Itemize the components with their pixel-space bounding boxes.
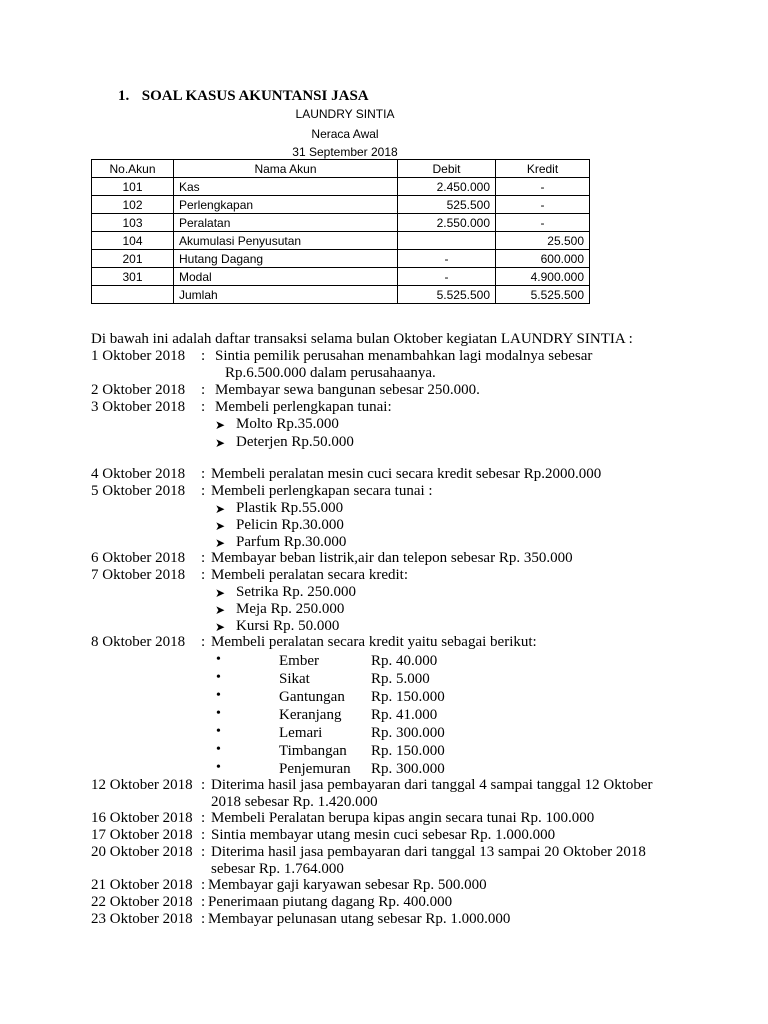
item-price: Rp. 40.000: [371, 653, 438, 669]
list-item: Setrika Rp. 250.000: [236, 584, 356, 600]
list-item: Meja Rp. 250.000: [236, 601, 345, 617]
item-name: Penjemuran: [279, 761, 351, 777]
cell-no: 104: [92, 232, 174, 250]
cell-kredit: 600.000: [496, 250, 590, 268]
table-row: [92, 268, 590, 286]
cell-nama: Kas: [174, 178, 398, 196]
list-item: Parfum Rp.30.000: [236, 534, 347, 550]
transaction-text: Sintia membayar utang mesin cuci sebesar Rp. 1.000.000: [211, 827, 556, 843]
transaction-date: 8 Oktober 2018: [91, 634, 186, 650]
transaction-date: 1 Oktober 2018: [91, 348, 186, 364]
cell-debit: 2.550.000: [398, 214, 496, 232]
colon: :: [201, 877, 206, 893]
colon: :: [201, 911, 206, 927]
transaction-date: 3 Oktober 2018: [91, 399, 186, 415]
transaction-date: 12 Oktober 2018: [91, 777, 193, 793]
item-price: Rp. 5.000: [371, 671, 430, 687]
arrow-bullet-icon: ➤: [215, 603, 226, 617]
transaction-text: Membayar pelunasan utang sebesar Rp. 1.000.000: [208, 911, 511, 927]
transaction-date: 5 Oktober 2018: [91, 483, 186, 499]
item-price: Rp. 300.000: [371, 725, 445, 741]
cell-debit: -: [398, 250, 496, 268]
bullet-icon: •: [216, 688, 221, 703]
list-item: Pelicin Rp.30.000: [236, 517, 344, 533]
cell-no: 201: [92, 250, 174, 268]
section-number: 1.: [118, 88, 130, 104]
table-row: [92, 250, 590, 268]
colon: :: [201, 348, 206, 364]
arrow-bullet-icon: ➤: [215, 418, 226, 432]
arrow-bullet-icon: ➤: [215, 436, 226, 450]
report-title: Neraca Awal: [311, 127, 379, 141]
cell-debit: [398, 232, 496, 250]
colon: :: [201, 894, 206, 910]
transaction-text: Diterima hasil jasa pembayaran dari tanggal 13 sampai 20 Oktober 2018: [211, 844, 646, 860]
table-header-row: [92, 160, 590, 178]
company-name: LAUNDRY SINTIA: [295, 107, 395, 121]
item-name: Keranjang: [279, 707, 342, 723]
table-row: [92, 178, 590, 196]
transaction-text: Rp.6.500.000 dalam perusahaanya.: [225, 365, 436, 381]
bullet-icon: •: [216, 652, 221, 667]
cell-no: [92, 286, 174, 304]
item-name: Timbangan: [279, 743, 347, 759]
transaction-text: Membeli peralatan secara kredit yaitu sebagai berikut:: [211, 634, 537, 650]
transaction-date: 7 Oktober 2018: [91, 567, 186, 583]
cell-nama: Modal: [174, 268, 398, 286]
header-nama-akun: Nama Akun: [174, 160, 398, 178]
item-price: Rp. 150.000: [371, 689, 445, 705]
cell-debit: 525.500: [398, 196, 496, 214]
cell-no: 101: [92, 178, 174, 196]
cell-kredit: 25.500: [496, 232, 590, 250]
table-row: [92, 196, 590, 214]
item-price: Rp. 300.000: [371, 761, 445, 777]
cell-nama: Peralatan: [174, 214, 398, 232]
transaction-text: Diterima hasil jasa pembayaran dari tanggal 4 sampai tanggal 12 Oktober: [211, 777, 653, 793]
transaction-date: 4 Oktober 2018: [91, 466, 186, 482]
cell-kredit: -: [496, 178, 590, 196]
transaction-date: 6 Oktober 2018: [91, 550, 186, 566]
colon: :: [201, 483, 206, 499]
transaction-text: Membeli peralatan mesin cuci secara kredit sebesar Rp.2000.000: [211, 466, 602, 482]
arrow-bullet-icon: ➤: [215, 620, 226, 634]
item-name: Lemari: [279, 725, 323, 741]
transaction-text: 2018 sebesar Rp. 1.420.000: [211, 794, 378, 810]
bullet-icon: •: [216, 706, 221, 721]
transaction-text: Membayar sewa bangunan sebesar 250.000.: [215, 382, 480, 398]
transaction-date: 22 Oktober 2018: [91, 894, 193, 910]
transaction-text: Membeli Peralatan berupa kipas angin secara tunai Rp. 100.000: [211, 810, 595, 826]
transaction-text: Membeli peralatan secara kredit:: [211, 567, 408, 583]
total-kredit: 5.525.500: [496, 286, 590, 304]
list-item: Molto Rp.35.000: [236, 416, 339, 432]
colon: :: [201, 777, 206, 793]
colon: :: [201, 382, 206, 398]
list-item: Kursi Rp. 50.000: [236, 618, 340, 634]
item-name: Sikat: [279, 671, 310, 687]
table-row: [92, 214, 590, 232]
cell-kredit: -: [496, 214, 590, 232]
colon: :: [201, 634, 206, 650]
transaction-text: Penerimaan piutang dagang Rp. 400.000: [208, 894, 453, 910]
colon: :: [201, 399, 206, 415]
table-row: [92, 232, 590, 250]
arrow-bullet-icon: ➤: [215, 502, 226, 516]
table-total-row: [92, 286, 590, 304]
total-label: Jumlah: [174, 286, 398, 304]
transaction-date: 20 Oktober 2018: [91, 844, 193, 860]
transaction-date: 23 Oktober 2018: [91, 911, 193, 927]
transaction-date: 16 Oktober 2018: [91, 810, 193, 826]
cell-no: 103: [92, 214, 174, 232]
colon: :: [201, 567, 206, 583]
transaction-text: Membeli perlengkapan tunai:: [215, 399, 392, 415]
bullet-icon: •: [216, 724, 221, 739]
transaction-text: Membayar beban listrik,air dan telepon sebesar Rp. 350.000: [211, 550, 573, 566]
balance-sheet-table: [91, 159, 590, 304]
arrow-bullet-icon: ➤: [215, 519, 226, 533]
total-debit: 5.525.500: [398, 286, 496, 304]
transaction-text: Membayar gaji karyawan sebesar Rp. 500.000: [208, 877, 487, 893]
transaction-text: Sintia pemilik perusahan menambahkan lagi modalnya sebesar: [215, 348, 593, 364]
bullet-icon: •: [216, 670, 221, 685]
transaction-date: 21 Oktober 2018: [91, 877, 193, 893]
transaction-date: 2 Oktober 2018: [91, 382, 186, 398]
report-date: 31 September 2018: [292, 145, 398, 159]
transaction-text: sebesar Rp. 1.764.000: [211, 861, 344, 877]
header-debit: Debit: [398, 160, 496, 178]
colon: :: [201, 844, 206, 860]
cell-kredit: -: [496, 196, 590, 214]
cell-nama: Perlengkapan: [174, 196, 398, 214]
bullet-icon: •: [216, 742, 221, 757]
arrow-bullet-icon: ➤: [215, 586, 226, 600]
cell-no: 102: [92, 196, 174, 214]
cell-nama: Hutang Dagang: [174, 250, 398, 268]
colon: :: [201, 827, 206, 843]
cell-kredit: 4.900.000: [496, 268, 590, 286]
colon: :: [201, 550, 206, 566]
cell-nama: Akumulasi Penyusutan: [174, 232, 398, 250]
header-kredit: Kredit: [496, 160, 590, 178]
transaction-text: Membeli perlengkapan secara tunai :: [211, 483, 433, 499]
bullet-icon: •: [216, 760, 221, 775]
header-no-akun: No.Akun: [92, 160, 174, 178]
item-price: Rp. 150.000: [371, 743, 445, 759]
item-name: Gantungan: [279, 689, 345, 705]
colon: :: [201, 810, 206, 826]
list-item: Plastik Rp.55.000: [236, 500, 344, 516]
colon: :: [201, 466, 206, 482]
arrow-bullet-icon: ➤: [215, 536, 226, 550]
section-title: SOAL KASUS AKUNTANSI JASA: [141, 88, 369, 104]
intro-text: Di bawah ini adalah daftar transaksi selama bulan Oktober kegiatan LAUNDRY SINTIA :: [91, 331, 633, 347]
cell-debit: 2.450.000: [398, 178, 496, 196]
list-item: Deterjen Rp.50.000: [236, 434, 354, 450]
item-price: Rp. 41.000: [371, 707, 438, 723]
section-heading: [118, 88, 369, 105]
cell-no: 301: [92, 268, 174, 286]
cell-debit: -: [398, 268, 496, 286]
transaction-date: 17 Oktober 2018: [91, 827, 193, 843]
item-name: Ember: [279, 653, 319, 669]
